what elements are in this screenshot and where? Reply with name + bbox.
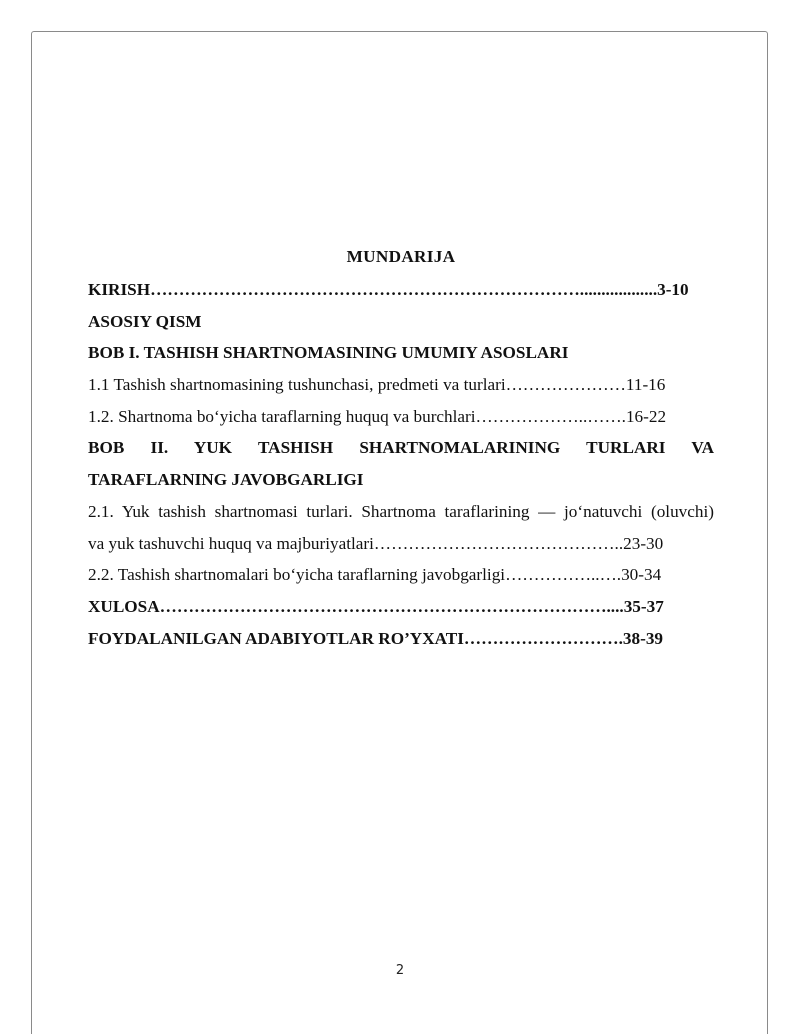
toc-entry-adabiyotlar: FOYDALANILGAN ADABIYOTLAR RO’YXATI……………………….38-39 [88,628,664,648]
toc-entry-1-2: 1.2. Shartnoma bo‘yicha taraflarning huquq va burchlari………………..…….16-22 [88,406,667,426]
toc-entry-xulosa: XULOSA……………………………………………………………………....35-37 [88,596,664,616]
toc-entry-1-1: 1.1 Tashish shartnomasining tushunchasi, predmeti va turlari…………………11-16 [88,375,666,395]
page-number: 2 [395,963,405,978]
toc-entry-bob-2-continued: TARAFLARNING JAVOBGARLIGI [88,470,364,490]
toc-entry-2-1-continued: va yuk tashuvchi huquq va majburiyatlari……………………………………..23-30 [88,533,664,553]
toc-title: MUNDARIJA [346,247,456,266]
toc-entry-2-2: 2.2. Tashish shartnomalari bo‘yicha taraflarning javobgarligi……………..….30-34 [88,565,662,585]
toc-entry-bob-2: BOB II. YUK TASHISH SHARTNOMALARINING TURLARI VA [88,438,714,458]
table-of-contents [88,244,714,654]
toc-entry-asosiy-qism: ASOSIY QISM [88,311,202,331]
toc-entry-bob-1: BOB I. TASHISH SHARTNOMASINING UMUMIY ASOSLARI [88,343,569,363]
toc-entry-2-1: 2.1. Yuk tashish shartnomasi turlari. Shartnoma taraflarining — jo‘natuvchi (oluvchi) [88,501,714,521]
toc-entry-kirish: KIRISH…………………………………………………………………..................3-10 [88,280,689,299]
